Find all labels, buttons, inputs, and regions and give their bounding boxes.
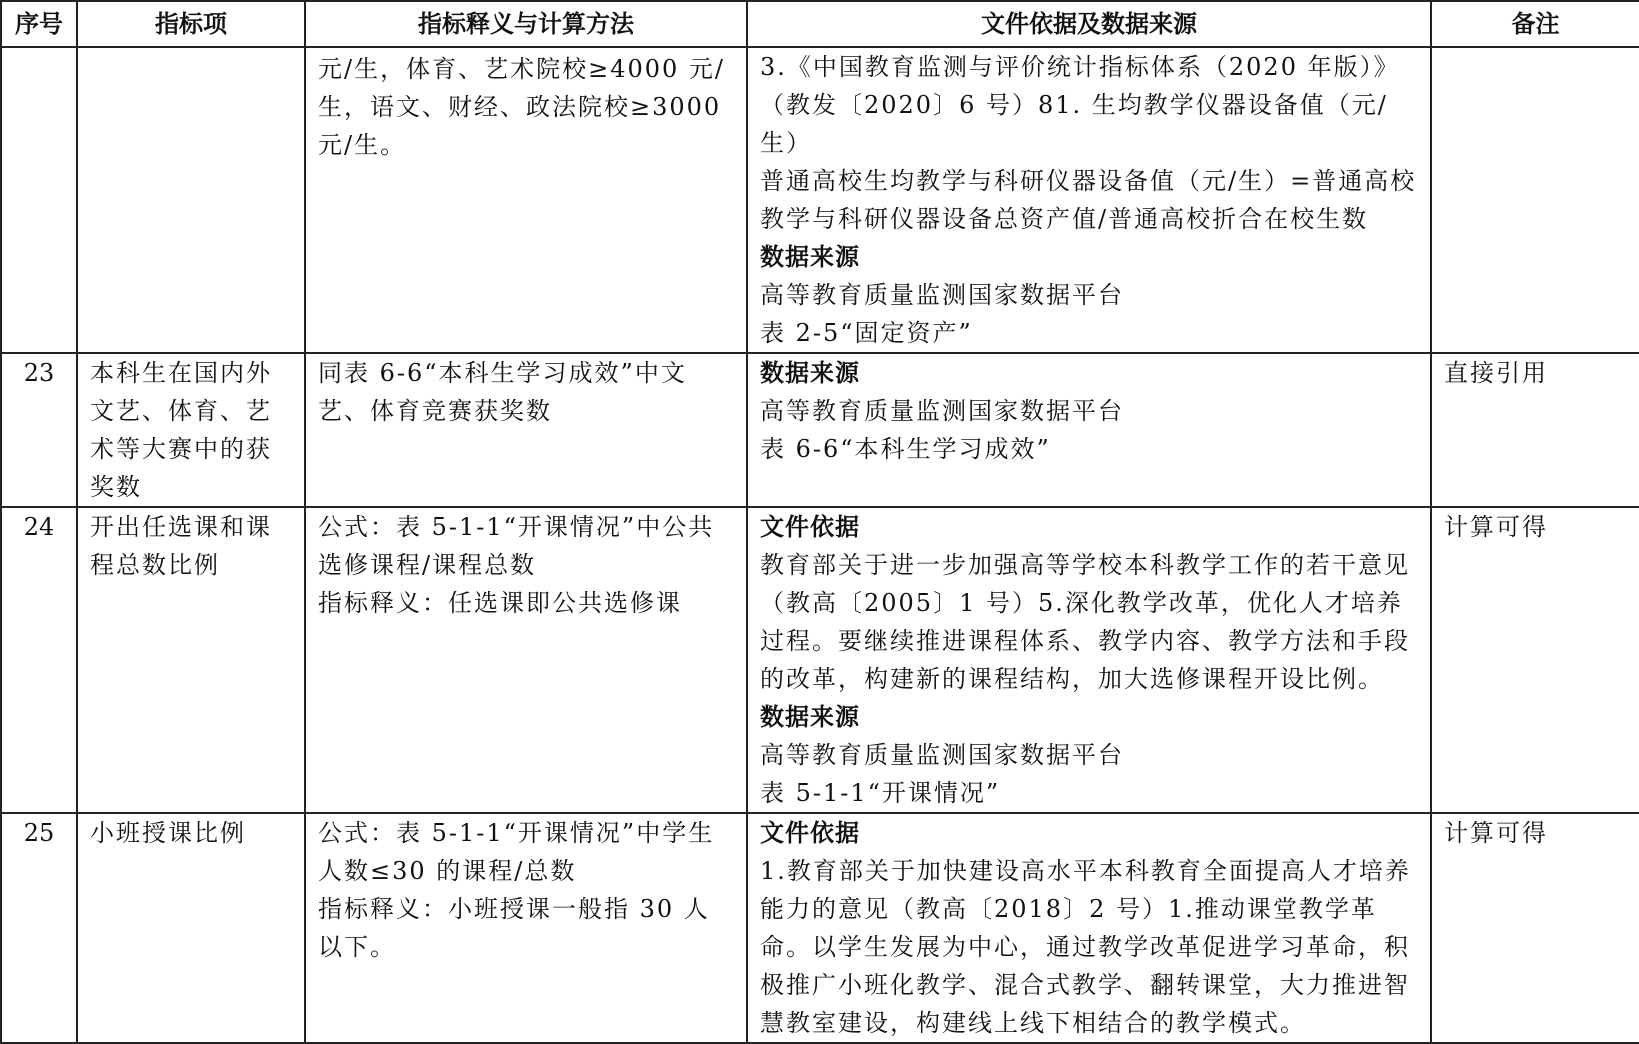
row-note: 直接引用 [1431, 353, 1639, 507]
table-row [1, 507, 1639, 813]
header-source: 文件依据及数据来源 [747, 1, 1431, 47]
row-method: 元/生，体育、艺术院校≥4000 元/生，语文、财经、政法院校≥3000 元/生。 [305, 47, 747, 353]
method-formula: 公式：表 5-1-1“开课情况”中公共选修课程/课程总数 [318, 513, 715, 579]
source-heading: 数据来源 [760, 243, 860, 271]
row-method [305, 813, 747, 1043]
row-seq: 24 [1, 507, 77, 813]
source-table-ref: 表 5-1-1“开课情况” [760, 779, 1001, 807]
row-note: 计算可得 [1431, 813, 1639, 1043]
header-note: 备注 [1431, 1, 1639, 47]
row-seq [1, 47, 77, 353]
source-table-ref: 表 6-6“本科生学习成效” [760, 435, 1051, 463]
row-note [1431, 47, 1639, 353]
source-platform: 高等教育质量监测国家数据平台 [760, 397, 1124, 425]
table-row [1, 353, 1639, 507]
header-method: 指标释义与计算方法 [305, 1, 747, 47]
row-seq: 25 [1, 813, 77, 1043]
row-method [305, 507, 747, 813]
header-row [1, 1, 1639, 47]
table-row [1, 47, 1639, 353]
source-text: 3.《中国教育监测与评价统计指标体系（2020 年版）》（教发〔2020〕6 号）81. 生均教学仪器设备值（元/生） [760, 53, 1400, 157]
header-indicator: 指标项 [77, 1, 305, 47]
source-heading: 文件依据 [760, 819, 860, 847]
row-seq: 23 [1, 353, 77, 507]
row-indicator: 小班授课比例 [77, 813, 305, 1043]
row-source [747, 813, 1431, 1043]
source-platform: 高等教育质量监测国家数据平台 [760, 741, 1124, 769]
method-note: 指标释义：小班授课一般指 30 人以下。 [318, 895, 710, 961]
source-text: 普通高校生均教学与科研仪器设备值（元/生）=普通高校教学与科研仪器设备总资产值/普通高校折合在校生数 [760, 167, 1417, 233]
row-note: 计算可得 [1431, 507, 1639, 813]
row-indicator [77, 47, 305, 353]
source-table-ref: 表 2-5“固定资产” [760, 319, 973, 347]
row-source [747, 507, 1431, 813]
method-note: 指标释义：任选课即公共选修课 [318, 589, 682, 617]
table-row [1, 813, 1639, 1043]
source-text: 教育部关于进一步加强高等学校本科教学工作的若干意见（教高〔2005〕1 号）5.深化教学改革，优化人才培养过程。要继续推进课程体系、教学内容、教学方法和手段的改革，构建新的课程结构，加大选修课程开设比例。 [760, 551, 1410, 693]
row-source [747, 47, 1431, 353]
row-indicator: 本科生在国内外文艺、体育、艺术等大赛中的获奖数 [77, 353, 305, 507]
header-seq: 序号 [1, 1, 77, 47]
source-heading: 数据来源 [760, 703, 860, 731]
row-indicator: 开出任选课和课程总数比例 [77, 507, 305, 813]
source-heading: 文件依据 [760, 513, 860, 541]
source-text: 1.教育部关于加快建设高水平本科教育全面提高人才培养能力的意见（教高〔2018〕2 号）1.推动课堂教学革命。以学生发展为中心，通过教学改革促进学习革命，积极推广小班化教学、混合式教学、翻转课堂，大力推进智慧教室建设，构建线上线下相结合的教学模式。 [760, 857, 1411, 1037]
row-method: 同表 6-6“本科生学习成效”中文艺、体育竞赛获奖数 [305, 353, 747, 507]
method-formula: 公式：表 5-1-1“开课情况”中学生人数≤30 的课程/总数 [318, 819, 715, 885]
source-heading: 数据来源 [760, 359, 860, 387]
source-platform: 高等教育质量监测国家数据平台 [760, 281, 1124, 309]
row-source [747, 353, 1431, 507]
